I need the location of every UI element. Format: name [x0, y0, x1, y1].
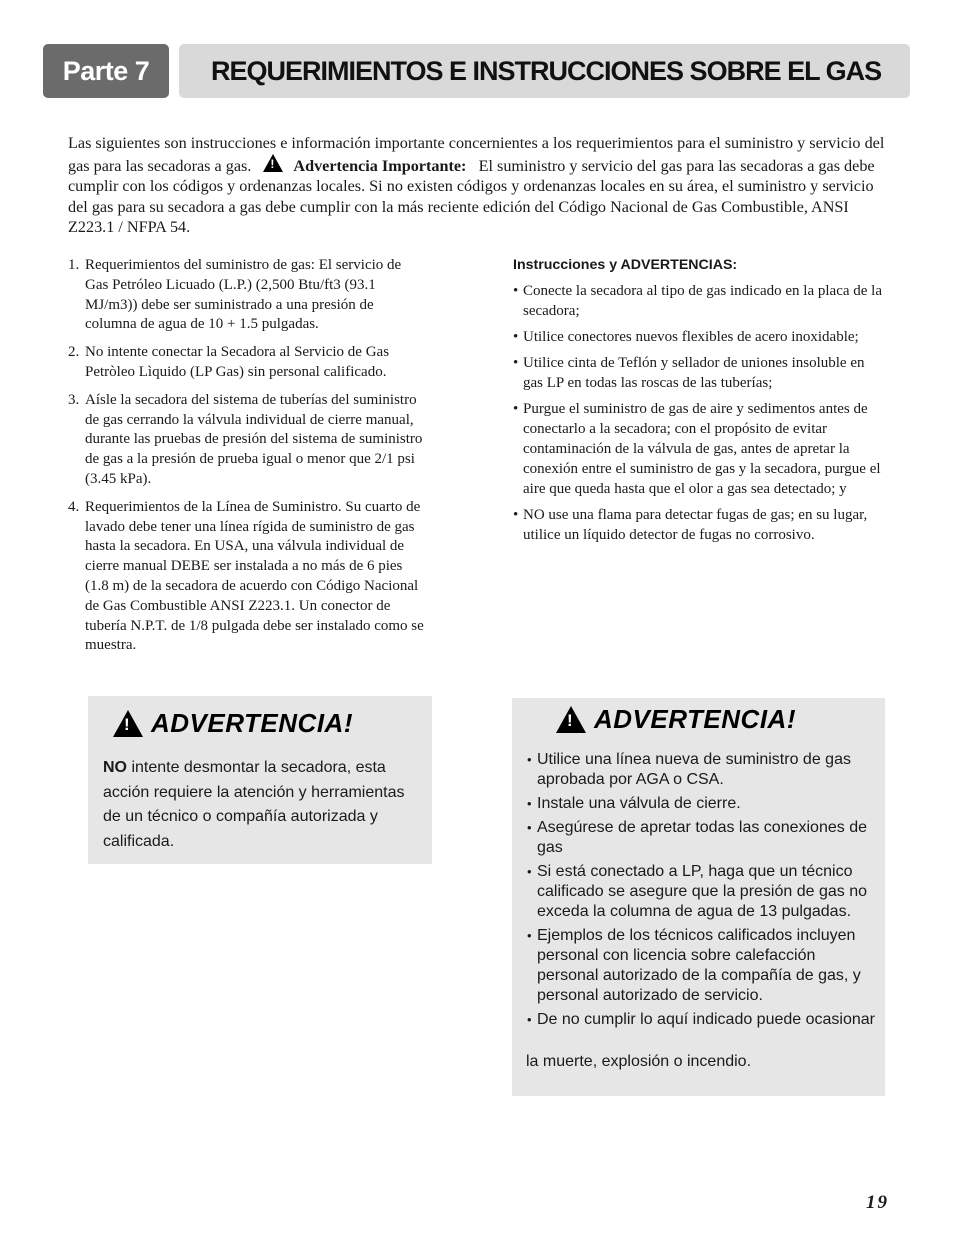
warning-heading	[556, 704, 796, 735]
intro-text-before: Las siguientes son instrucciones e información importante concernientes a los requerimientos para el suministro y servicio del gas para las secadoras a gas.	[68, 134, 885, 175]
instructions-heading: Instrucciones y ADVERTENCIAS:	[513, 257, 738, 273]
warning-triangle-icon	[113, 710, 143, 737]
warning-triangle-icon	[263, 154, 283, 172]
list-item	[68, 498, 428, 656]
list-item: • Asegúrese de apretar todas las conexiones de gas	[526, 818, 878, 858]
list-item: • Purgue el suministro de gas de aire y sedimentos antes de conectarlo a la secadora; con el propósito de evitar contaminación de la válvula de gas, antes de apretar la conexión entre el suministro de gas y la secadora, purgue el aire que queda hasta que el olor a gas sea detectado; y	[513, 400, 883, 499]
requirements-list	[68, 256, 428, 664]
page-number: 19	[866, 1192, 889, 1213]
instructions-list	[513, 282, 883, 546]
page-title: REQUERIMIENTOS E INSTRUCCIONES SOBRE EL GAS	[179, 44, 910, 98]
warning-title: ADVERTENCIA!	[151, 708, 353, 738]
list-item: • Si está conectado a LP, haga que un técnico calificado se asegure que la presión de gas no exceda la columna de agua de 13 pulgadas.	[526, 862, 878, 922]
item-number: 2.	[68, 344, 80, 361]
item-number: 4.	[68, 498, 80, 515]
warning-tail: la muerte, explosión o incendio.	[526, 1053, 752, 1070]
list-item: • De no cumplir lo aquí indicado puede ocasionar	[526, 1010, 878, 1030]
list-item	[68, 391, 428, 490]
list-item	[68, 343, 428, 383]
warning-box-disassembly	[88, 696, 432, 864]
intro-paragraph	[68, 133, 888, 238]
warning-text	[103, 756, 423, 854]
item-text: Aísle la secadora del sistema de tuberías del suministro de gas cerrando la válvula individual de cierre manual, durante las pruebas de presión del sistema de suministro de gas a la presión de prueba igual o menor que 2/1 psi (3.45 kPa).	[85, 391, 423, 487]
list-item: • Conecte la secadora al tipo de gas indicado en la placa de la secadora;	[513, 282, 883, 322]
warning-body: intente desmontar la secadora, esta acción requiere la atención y herramientas de un técnico o compañía autorizada y calificada.	[103, 759, 405, 850]
item-text: Requerimientos de la Línea de Suministro. Su cuarto de lavado debe tener una línea rígida de suministro de gas hasta la secadora. En USA, una válvula individual de cierre manual DEBE ser instalada a no más de 6 pies (1.8 m) de la secadora de acuerdo con Código Nacional de Gas Combustible ANSI Z223.1. Un conector de tubería N.P.T. de 1/8 pulgada debe ser instalado como se muestra.	[85, 498, 424, 654]
instructions-section	[513, 256, 883, 552]
list-item: • Ejemplos de los técnicos calificados incluyen personal con licencia sobre calefacción personal autorizado de la compañía de gas, y personal autorizado de servicio.	[526, 926, 878, 1006]
warning-title: ADVERTENCIA!	[594, 704, 796, 734]
item-number: 1.	[68, 257, 80, 273]
list-item: • NO use una flama para detectar fugas de gas; en su lugar, utilice un líquido detector de fugas no corrosivo.	[513, 506, 883, 546]
item-number: 3.	[68, 391, 80, 408]
item-text: Requerimientos del suministro de gas: El servicio de Gas Petróleo Licuado (L.P.) (2,500 Btu/ft3 (93.1 MJ/m3)) debe ser suministrado a una presión de columna de agua de 10 + 1.5 pulgadas.	[85, 257, 402, 333]
list-item: • Instale una válvula de cierre.	[526, 794, 878, 814]
intro-text-after: El suministro y servicio del gas para las secadoras a gas debe cumplir con los códigos y ordenanzas locales. Si no existen códigos y ordenanzas locales en su área, el suministro y servicio del gas para su secadora a gas debe cumplir con la más reciente edición del Código Nacional de Gas Combustible, ANSI Z223.1 / NFPA 54.	[68, 156, 875, 236]
warning-heading	[113, 708, 353, 739]
warning-list	[526, 750, 878, 1034]
list-item: • Utilice conectores nuevos flexibles de acero inoxidable;	[513, 328, 883, 348]
list-item: • Utilice una línea nueva de suministro de gas aprobada por AGA o CSA.	[526, 750, 878, 790]
warning-triangle-icon	[556, 706, 586, 733]
warning-box-gas	[512, 698, 885, 1096]
warning-bold-lead: NO	[103, 759, 127, 776]
item-text: No intente conectar la Secadora al Servicio de Gas Petròleo Lìquido (LP Gas) sin personal calificado.	[85, 344, 390, 380]
list-item	[68, 256, 428, 335]
intro-warning-label: Advertencia Importante:	[293, 156, 467, 175]
list-item: • Utilice cinta de Teflón y sellador de uniones insoluble en gas LP en todas las roscas de las tuberías;	[513, 354, 883, 394]
part-label: Parte 7	[43, 44, 169, 98]
